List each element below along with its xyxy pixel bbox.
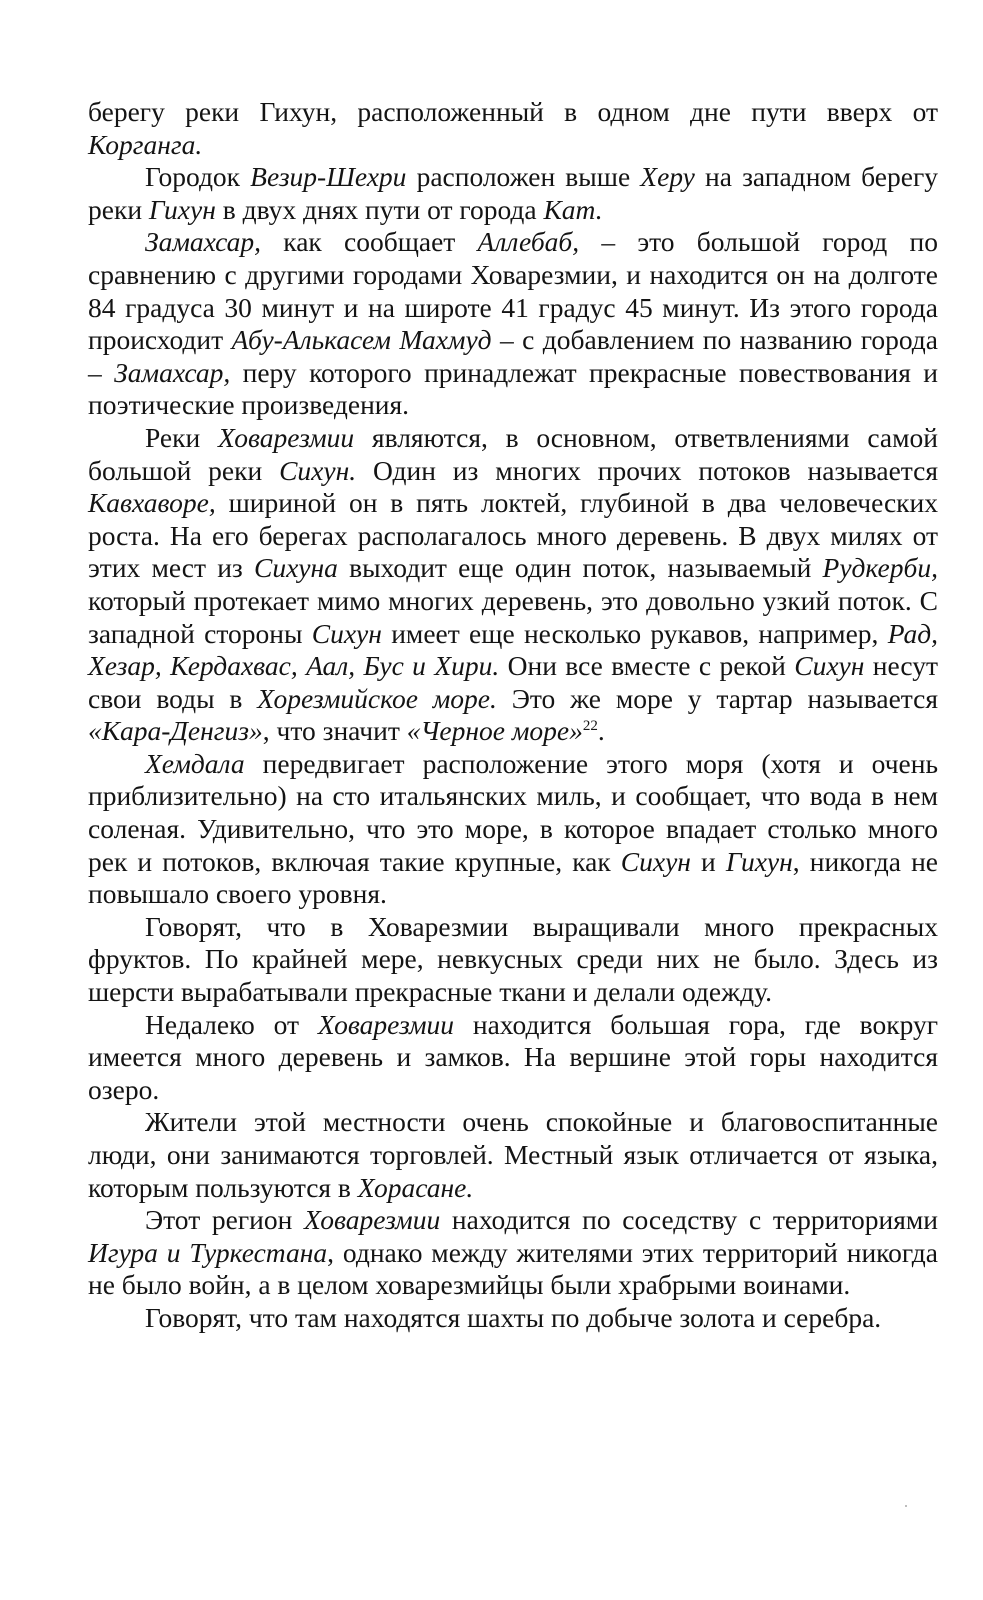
text-run: Один из многих прочих потоков называется [356, 454, 938, 486]
italic-term: Замахсар, [114, 356, 231, 388]
text-run: и [690, 845, 726, 877]
italic-term: Кавхаворе, [88, 487, 216, 519]
italic-term: Сихун. [279, 454, 357, 486]
paragraph [88, 161, 938, 226]
text-run: Реки [145, 421, 218, 453]
scan-speck [905, 1505, 907, 1507]
italic-term: Хорезмийское море. [257, 682, 497, 714]
text-run: – с добавлением по названию города – [88, 324, 939, 388]
italic-term: Ховарезмии [217, 421, 355, 453]
text-run: Говорят, что там находятся шахты по добыче золота и серебра. [145, 1301, 882, 1333]
text-run: Городок [145, 161, 251, 193]
italic-term: Корганга. [88, 128, 203, 160]
text-run: находится по соседству с территориями [440, 1204, 938, 1236]
text-run: – это большой город по сравнению с другими городами Ховарезмии, и находится он на долготе 84 градуса 30 минут и на широте 41 градус 45 минут. Из этого города происходит [88, 226, 938, 356]
text-run: , что значит [262, 715, 407, 747]
text-run: в двух днях пути от города [215, 193, 544, 225]
text-run: шириной он в пять локтей, глубиной в два человеческих роста. На его берегах располагалось много деревень. В двух милях от этих мест из [88, 487, 938, 584]
text-run: , никогда не повышало своего уровня. [88, 845, 938, 910]
italic-term: Гихун [725, 845, 793, 877]
italic-term: Гихун [148, 193, 216, 225]
italic-term: Хорасане. [357, 1171, 474, 1203]
paragraph [88, 1204, 938, 1302]
italic-term: Кат. [543, 193, 603, 225]
text-run: несут свои воды в [88, 650, 938, 714]
italic-term: «Черное море» [406, 715, 583, 747]
paragraph [88, 422, 938, 748]
italic-term: Сихун [794, 650, 865, 682]
italic-term: Сихун [311, 617, 382, 649]
italic-term: Абу-Алькасем Махмуд [231, 324, 492, 356]
text-run: Недалеко от [145, 1008, 318, 1040]
italic-term: Игура и Туркестана [88, 1236, 328, 1268]
italic-term: Сихун [620, 845, 691, 877]
italic-term: Сихуна [253, 552, 338, 584]
paragraph [88, 1106, 938, 1204]
text-run: Говорят, что в Ховарезмии выращивали много прекрасных фруктов. По крайней мере, невкусных среди них не было. Здесь из шерсти вырабатывали прекрасные ткани и делали одежду. [88, 910, 938, 1008]
text-run: имеет еще несколько рукавов, например, [381, 617, 888, 649]
paragraph [88, 96, 938, 161]
text-run: Жители этой местности очень спокойные и благовоспитанные люди, они занимаются торговлей. Местный язык отличается от языка, которым пользуются в [88, 1106, 938, 1203]
text-run: перу которого принадлежат прекрасные повествования и поэтические произведения. [88, 356, 939, 421]
footnote-marker: 22 [582, 718, 598, 735]
text-run: Они все вместе с рекой [499, 650, 795, 682]
italic-term: Рудкерби, [822, 552, 938, 584]
italic-term: «Кара-Денгиз» [88, 715, 263, 747]
italic-term: Ховарезмии [304, 1204, 441, 1236]
paragraph [88, 226, 938, 422]
text-run: Это же море у тартар называется [496, 682, 939, 714]
text-run: который протекает мимо многих деревень, это довольно узкий поток. С западной стороны [88, 584, 938, 649]
text-run: Этот регион [145, 1204, 305, 1236]
text-run: выходит еще один поток, называемый [337, 552, 823, 584]
text-run: берегу реки Гихун, расположенный в одном дне пути вверх от [88, 96, 938, 127]
italic-term: Замахсар, [145, 226, 262, 258]
text-run: , однако между жителями этих территорий никогда не было войн, а в целом ховарезмийцы были храбрыми воинами. [88, 1236, 938, 1301]
italic-term: Аллебаб, [477, 226, 580, 258]
book-page-text [88, 96, 938, 1335]
paragraph [88, 1302, 938, 1335]
italic-term: Рад, Хезар, Кердахвас, Аал, Бус и Хири. [88, 617, 939, 682]
paragraph [88, 911, 938, 1009]
italic-term: Хемдала [145, 747, 245, 779]
text-run: передвигает расположение этого моря (хотя и очень приблизительно) на сто итальянских миль, и сообщает, что вода в нем соленая. Удивительно, что это море, в которое впадает столько много рек и потоков, включая такие крупные, как [88, 747, 938, 877]
text-run: как сообщает [261, 226, 478, 258]
text-run: находится большая гора, где вокруг имеется много деревень и замков. На вершине этой горы находится озеро. [88, 1008, 938, 1105]
paragraph [88, 1009, 938, 1107]
text-run: . [597, 715, 605, 747]
italic-term: Херу [640, 161, 695, 193]
text-run: на западном берегу реки [88, 161, 938, 225]
text-run: расположен выше [406, 161, 641, 193]
italic-term: Везир-Шехри [250, 161, 407, 193]
paragraph [88, 748, 938, 911]
italic-term: Ховарезмии [317, 1008, 455, 1040]
text-run: являются, в основном, ответвлениями самой большой реки [88, 421, 939, 486]
